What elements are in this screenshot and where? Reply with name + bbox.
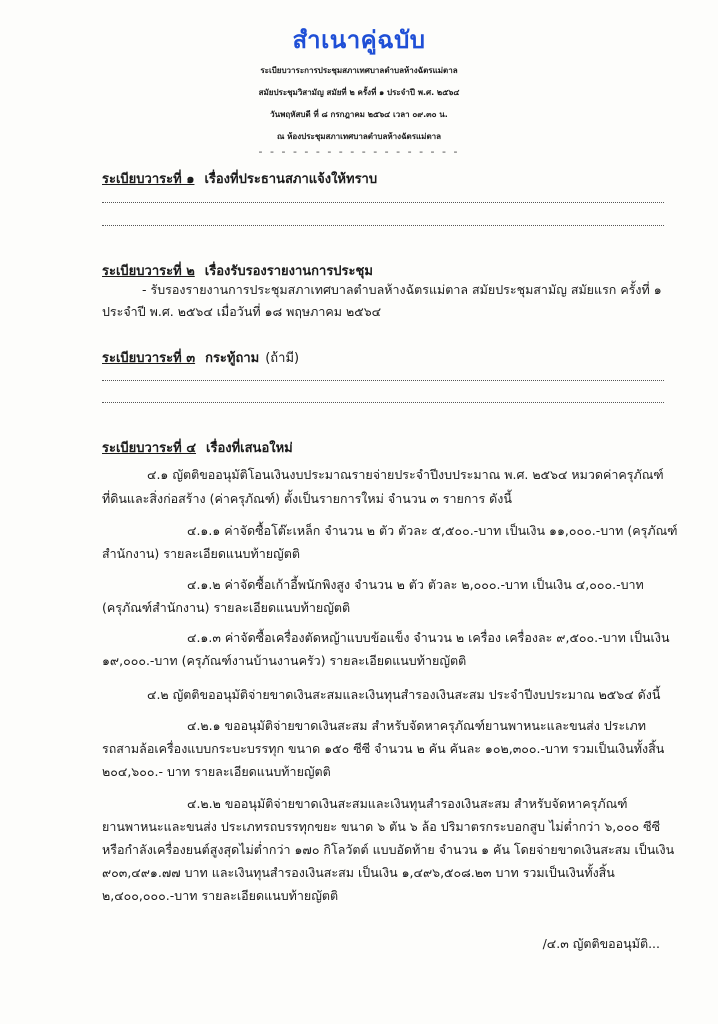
- header-date: วันพฤหัสบดี ที่ ๘ กรกฎาคม ๒๕๖๔ เวลา ๐๙.๓๐ น.: [270, 110, 448, 119]
- item-4-2-line-1: ๔.๒ ญัตติขออนุมัติจ่ายขาดเงินสะสมและเงินทุนสำรองเงินสะสม ประจำปีงบประมาณ ๒๕๖๔ ดังนี้: [147, 687, 661, 702]
- item-4-2-2-line-5: ๒,๔๐๐,๐๐๐.-บาท รายละเอียดแนบท้ายญัตติ: [102, 888, 339, 903]
- agenda-2-topic: เรื่องรับรองรายงานการประชุม: [204, 264, 373, 279]
- agenda-3-note: (ถ้ามี): [265, 351, 300, 366]
- agenda-3-number: ระเบียบวาระที่ ๓: [102, 351, 196, 366]
- agenda-2-heading: [102, 260, 373, 281]
- agenda-3-heading: [102, 347, 299, 368]
- header-session: สมัยประชุมวิสามัญ สมัยที่ ๒ ครั้งที่ ๑ ประจำปี พ.ศ. ๒๕๖๔: [258, 88, 460, 97]
- copy-stamp: สำเนาคู่ฉบับ: [292, 26, 426, 54]
- item-4-2-2-line-3: หรือกำลังเครื่องยนต์สูงสุดไม่ต่ำกว่า ๑๗๐ กิโลวัตต์ แบบอัดท้าย จำนวน ๑ คัน โดยจ่ายขาดเงินสะสม เป็นเงิน: [102, 842, 675, 857]
- item-4-1-1-line-2: สำนักงาน) รายละเอียดแนบท้ายญัตติ: [102, 546, 300, 561]
- item-4-2-2-line-1: ๔.๒.๒ ขออนุมัติจ่ายขาดเงินสะสมและเงินทุนสำรองเงินสะสม สำหรับจัดหาครุภัณฑ์: [187, 796, 628, 811]
- agenda-1-topic: เรื่องที่ประธานสภาแจ้งให้ทราบ: [204, 172, 378, 187]
- agenda-2-line-2: ประจำปี พ.ศ. ๒๕๖๔ เมื่อวันที่ ๑๘ พฤษภาคม ๒๕๖๔: [102, 304, 382, 319]
- item-4-1-1-line-1: ๔.๑.๑ ค่าจัดซื้อโต๊ะเหล็ก จำนวน ๒ ตัว ตัวละ ๕,๕๐๐.-บาท เป็นเงิน ๑๑,๐๐๐.-บาท (ครุภัณฑ์: [187, 523, 678, 538]
- item-4-2-1-line-1: ๔.๒.๑ ขออนุมัติจ่ายขาดเงินสะสม สำหรับจัดหาครุภัณฑ์ยานพาหนะและขนส่ง ประเภท: [187, 718, 646, 733]
- header-title: ระเบียบวาระการประชุมสภาเทศบาลตำบลห้างฉัตรแม่ตาล: [260, 66, 458, 75]
- continuation-note: /๔.๓ ญัตติขออนุมัติ...: [542, 936, 660, 951]
- item-4-2-1-line-3: ๒๐๔,๖๐๐.- บาท รายละเอียดแนบท้ายญัตติ: [102, 764, 331, 779]
- agenda-4-heading: [102, 437, 293, 458]
- agenda-2-number: ระเบียบวาระที่ ๒: [102, 264, 195, 279]
- agenda-2-line-1: - รับรองรายงานการประชุมสภาเทศบาลตำบลห้างฉัตรแม่ตาล สมัยประชุมสามัญ สมัยแรก ครั้งที่ ๑: [142, 282, 662, 297]
- dotted-line: [102, 402, 664, 403]
- item-4-1-3-line-1: ๔.๑.๓ ค่าจัดซื้อเครื่องตัดหญ้าแบบข้อแข็ง จำนวน ๒ เครื่อง เครื่องละ ๙,๕๐๐.-บาท เป็นเงิน: [187, 630, 670, 645]
- agenda-4-topic: เรื่องที่เสนอใหม่: [206, 441, 293, 456]
- item-4-1-line-2: ที่ดินและสิ่งก่อสร้าง (ค่าครุภัณฑ์) ตั้งเป็นรายการใหม่ จำนวน ๓ รายการ ดังนี้: [102, 491, 512, 506]
- item-4-1-line-1: ๔.๑ ญัตติขออนุมัติโอนเงินงบประมาณรายจ่ายประจำปีงบประมาณ พ.ศ. ๒๕๖๔ หมวดค่าครุภัณฑ์: [147, 467, 664, 482]
- agenda-1-heading: [102, 168, 377, 189]
- agenda-3-topic: กระทู้ถาม: [205, 351, 260, 366]
- agenda-1-number: ระเบียบวาระที่ ๑: [102, 172, 195, 187]
- item-4-1-2-line-1: ๔.๑.๒ ค่าจัดซื้อเก้าอี้พนักพิงสูง จำนวน ๒ ตัว ตัวละ ๒,๐๐๐.-บาท เป็นเงิน ๔,๐๐๐.-บาท: [187, 577, 644, 592]
- item-4-1-2-line-2: (ครุภัณฑ์สำนักงาน) รายละเอียดแนบท้ายญัตติ: [102, 600, 351, 615]
- header-separator: - - - - - - - - - - - - - - - - - -: [258, 145, 460, 158]
- header-venue: ณ ห้องประชุมสภาเทศบาลตำบลห้างฉัตรแม่ตาล: [276, 132, 442, 141]
- agenda-4-number: ระเบียบวาระที่ ๔: [102, 441, 197, 456]
- dotted-line: [102, 225, 664, 226]
- dotted-line: [102, 202, 664, 203]
- item-4-1-3-line-2: ๑๙,๐๐๐.-บาท (ครุภัณฑ์งานบ้านงานครัว) รายละเอียดแนบท้ายญัตติ: [102, 653, 467, 668]
- document-header: [0, 60, 718, 148]
- dotted-line: [102, 380, 664, 381]
- item-4-2-1-line-2: รถสามล้อเครื่องแบบกระบะบรรทุก ขนาด ๑๕๐ ซีซี จำนวน ๒ คัน คันละ ๑๐๒,๓๐๐.-บาท รวมเป็นเงินทั้งสิ้น: [102, 741, 665, 756]
- item-4-2-2-line-4: ๙๐๓,๔๙๑.๗๗ บาท และเงินทุนสำรองเงินสะสม เป็นเงิน ๑,๔๙๖,๕๐๘.๒๓ บาท รวมเป็นเงินทั้งสิ้น: [102, 865, 615, 880]
- item-4-2-2-line-2: ยานพาหนะและขนส่ง ประเภทรถบรรทุกขยะ ขนาด ๖ ตัน ๖ ล้อ ปริมาตรกระบอกสูบ ไม่ต่ำกว่า ๖,๐๐๐ ซีซี: [102, 819, 661, 834]
